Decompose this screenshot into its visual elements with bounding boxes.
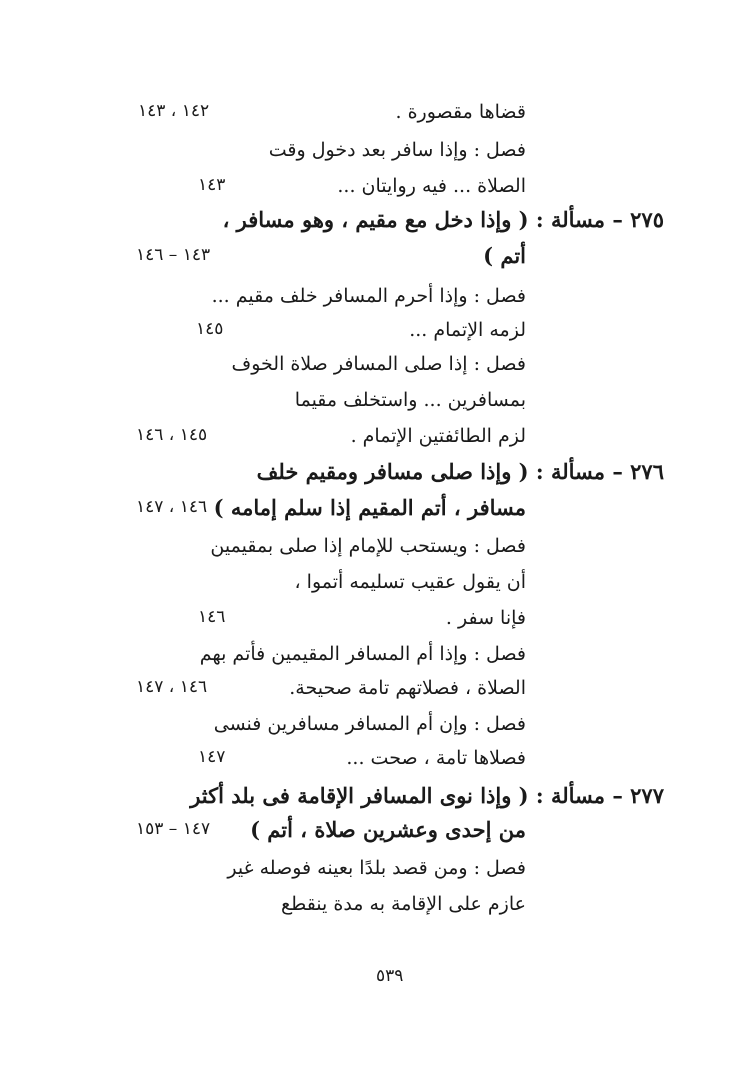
section-heading: ٢٧٧ – مسألة : ( وإذا نوى المسافر الإقامة فى بلد أكثر bbox=[190, 783, 664, 808]
index-line: الصلاة ... فيه روايتان ... bbox=[337, 175, 526, 197]
page-reference: ١٤٦ ، ١٤٧ bbox=[136, 677, 208, 697]
page-number: ٥٣٩ bbox=[376, 966, 404, 986]
page-reference: ١٤٦ ، ١٤٧ bbox=[136, 497, 208, 517]
index-line: أن يقول عقيب تسليمه أتموا ، bbox=[294, 571, 526, 593]
section-heading: مسافر ، أتم المقيم إذا سلم إمامه ) bbox=[213, 495, 526, 520]
index-line: لزم الطائفتين الإتمام . bbox=[350, 425, 526, 447]
index-line: فصل : وإذا سافر بعد دخول وقت bbox=[268, 139, 526, 161]
section-heading: من إحدى وعشرين صلاة ، أتم ) bbox=[250, 817, 526, 842]
page-reference: ١٤٣ – ١٤٦ bbox=[136, 245, 211, 265]
index-line: الصلاة ، فصلاتهم تامة صحيحة. bbox=[289, 677, 526, 699]
index-line: فصل : إذا صلى المسافر صلاة الخوف bbox=[231, 353, 526, 375]
index-line: فإنا سفر . bbox=[445, 607, 526, 629]
page-reference: ١٤٥ bbox=[196, 319, 224, 339]
index-line: فصل : ويستحب للإمام إذا صلى بمقيمين bbox=[210, 535, 526, 557]
index-line: بمسافرين ... واستخلف مقيما bbox=[294, 389, 526, 411]
index-line: قضاها مقصورة . bbox=[395, 101, 526, 123]
section-heading: ٢٧٦ – مسألة : ( وإذا صلى مسافر ومقيم خلف bbox=[256, 459, 664, 484]
page-reference: ١٤٥ ، ١٤٦ bbox=[136, 425, 208, 445]
page-reference: ١٤٢ ، ١٤٣ bbox=[138, 101, 210, 121]
index-line: عازم على الإقامة به مدة ينقطع bbox=[281, 893, 526, 915]
page-reference: ١٤٧ bbox=[198, 747, 226, 767]
index-line: فصل : وإن أم المسافر مسافرين فنسى bbox=[213, 713, 526, 735]
section-heading: أتم ) bbox=[483, 243, 526, 268]
index-line: فصلاها تامة ، صحت ... bbox=[346, 747, 526, 769]
section-heading: ٢٧٥ – مسألة : ( وإذا دخل مع مقيم ، وهو مسافر ، bbox=[222, 207, 664, 232]
index-line: لزمه الإتمام ... bbox=[409, 319, 526, 341]
page-reference: ١٤٣ bbox=[198, 175, 226, 195]
page-reference: ١٤٦ bbox=[198, 607, 226, 627]
index-line: فصل : ومن قصد بلدًا بعينه فوصله غير bbox=[227, 857, 526, 879]
index-line: فصل : وإذا أحرم المسافر خلف مقيم ... bbox=[211, 285, 526, 307]
index-line: فصل : وإذا أم المسافر المقيمين فأتم بهم bbox=[199, 643, 526, 665]
page-reference: ١٤٧ – ١٥٣ bbox=[136, 819, 211, 839]
